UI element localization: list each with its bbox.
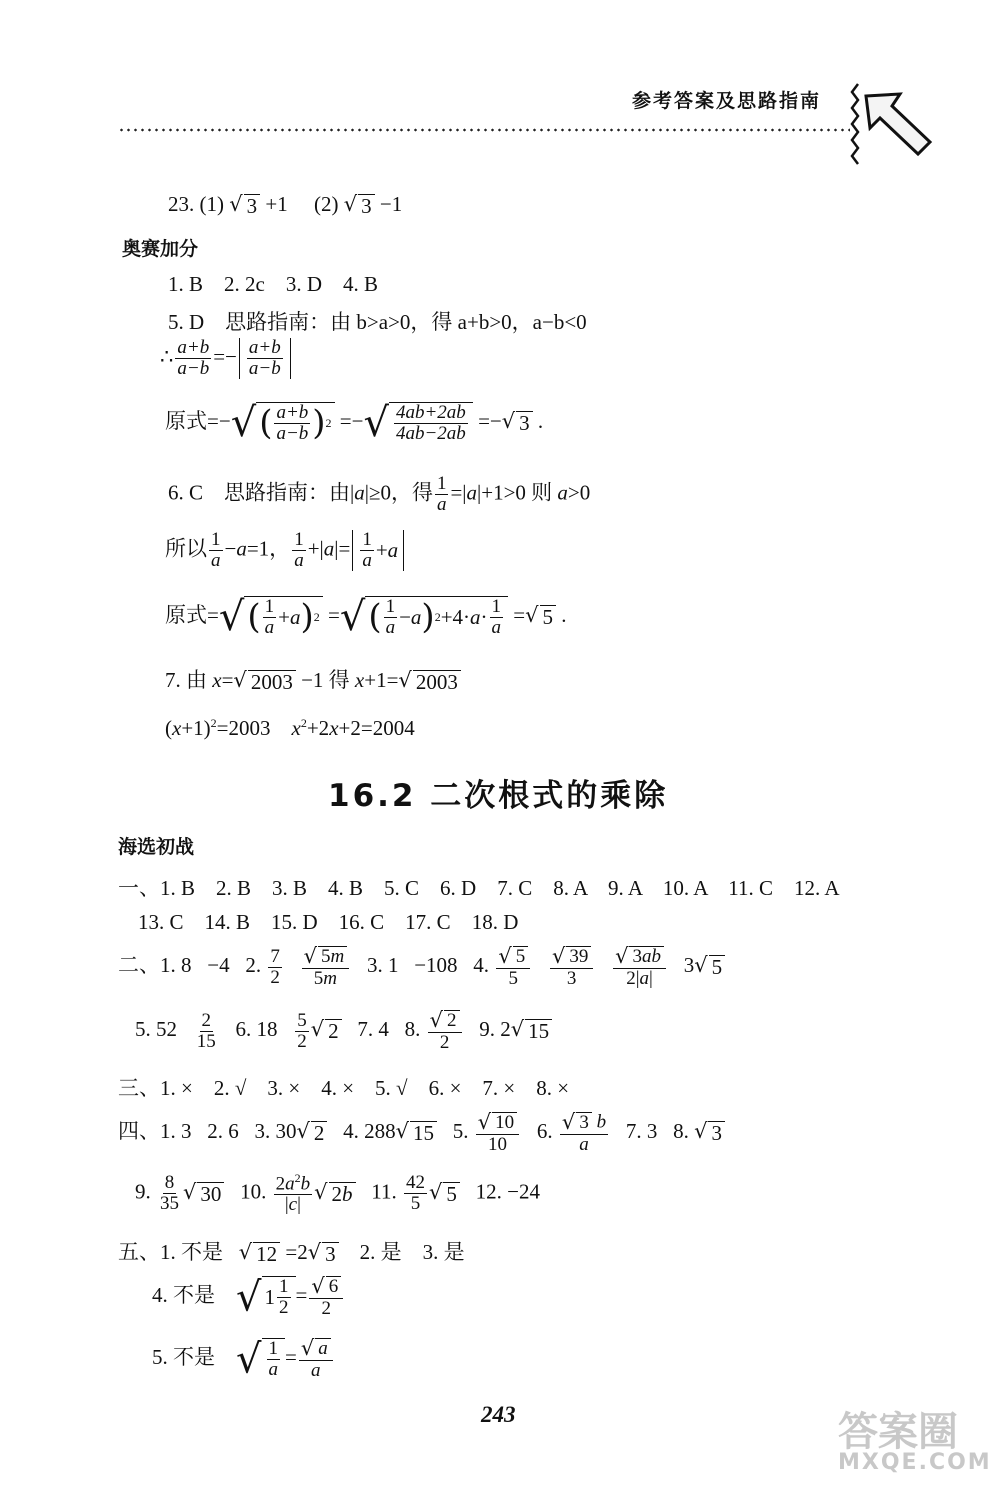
equation-line: 二、1. 8 −4 2. $\frac{7}{2}$ √ 5m 5m 3. 1 −108 4. √ 5 5 √ 39 3 √ 3ab 2|a| 3 √ 5	[118, 946, 725, 989]
answer-line: 1. B 2. 2c 3. D 4. B	[168, 272, 378, 296]
contest-section-label: 奥赛加分	[122, 238, 199, 260]
equation-line: $(x+1)^2=2003$ $x^2+2x+2=2004$	[165, 716, 415, 740]
page-number: 243	[481, 1402, 516, 1427]
answer-line: 三、1. × 2. √ 3. × 4. × 5. √ 6. × 7. × 8. ×	[118, 1076, 570, 1100]
chapter-title: 16.2 二次根式的乘除	[328, 778, 669, 814]
answer-line: 一、1. B 2. B 3. B 4. B 5. C 6. D 7. C 8. A 9. A 10. A 11. C 12. A	[118, 876, 840, 900]
equation-line: 所以 $\frac{1}{a}$ −a=1， $\frac{1}{a}$ +|a|= $\frac{1}{a}$ + a	[165, 530, 406, 571]
header-divider	[118, 128, 850, 132]
watermark-url: MXQE.COM	[838, 1450, 992, 1475]
answer-line: 13. C 14. B 15. D 16. C 17. C 18. D	[138, 910, 519, 934]
equation-line: 五、1. 不是 √ 12 =2 √ 3 2. 是 3. 是	[118, 1240, 465, 1267]
equation-line: 6. C 思路指南：由|a|≥0，得 $\frac{1}{a}$ =|a|+1>0 则 a>0	[168, 473, 591, 515]
equation-line: ∴ $\frac{a+b}{a-b}$ =− $\frac{a+b}{a-b}$	[160, 338, 293, 379]
arrow-icon	[848, 80, 938, 172]
equation-line: 原式=√ ( $\frac{1}{a}$ + a ) 2 =√ ( $\frac{1}{a}$ − a ) 2 +4· a · $\frac{1}{a}$ = √ 5 .	[165, 593, 567, 640]
answer-line: 5. D 思路指南：由 b>a>0，得 a+b>0，a−b<0	[168, 310, 587, 334]
equation-line: 5. 不是 √ $\frac{1}{a}$ = √ a a	[152, 1338, 335, 1381]
equation-line: 原式=−√ ( $\frac{a+b}{a-b}$ ) 2 =−√ $\frac{4ab+2ab}{4ab-2ab}$ =− √ 3 .	[165, 399, 544, 446]
equation-line: 7. 由 x= √ 2003 −1 得 x+1= √ 2003	[165, 664, 461, 694]
equation-line: 9. $\frac{8}{35}$ √ 30 10. $\frac{2a^2b}{|c|}$ √ 2b 11. $\frac{42}{5}$ √ 5 12. −24	[135, 1171, 540, 1216]
answer-line: 23. (1) √ 3 +1 (2) √ 3 −1	[168, 192, 403, 219]
watermark-brand: 答案圈	[838, 1409, 958, 1455]
equation-line: 四、1. 3 2. 6 3. 30 √ 2 4. 288 √ 15 5. √ 10 10 6. √ 3 b a 7. 3 8. √ 3	[118, 1112, 725, 1155]
equation-line: 5. 52 $\frac{2}{15}$ 6. 18 $\frac{5}{2}$ √ 2 7. 4 8. √ 2 2 9. 2 √ 15	[135, 1010, 552, 1053]
header-title: 参考答案及思路指南	[632, 90, 822, 112]
equation-line: 4. 不是 √ 1 $\frac{1}{2}$ = √ 6 2	[152, 1276, 345, 1319]
prelim-section-label: 海选初战	[118, 836, 195, 858]
